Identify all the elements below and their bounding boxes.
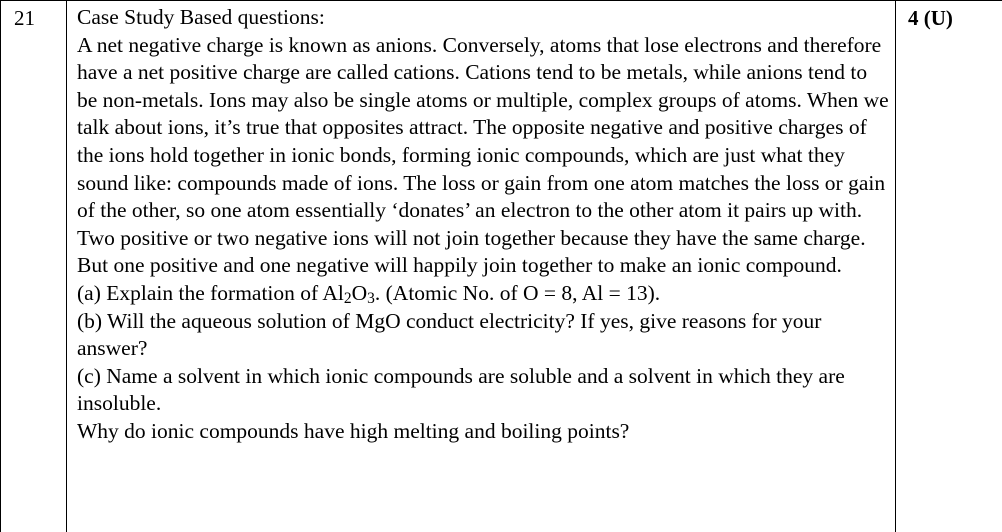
- sub-question-a: [77, 280, 889, 308]
- question-heading: Case Study Based questions:: [77, 5, 325, 29]
- marks-cell: [896, 1, 1002, 532]
- subscript-al: 2: [343, 289, 352, 307]
- marks-label: 4 (U): [908, 6, 953, 30]
- sub-question-d: Why do ionic compounds have high melting and boiling points?: [77, 418, 630, 443]
- question-number: 21: [14, 6, 35, 30]
- subscript-o: 3: [367, 289, 375, 307]
- question-body-cell: [67, 1, 896, 532]
- question-number-cell: [1, 1, 67, 532]
- sub-question-a-mid: O: [351, 280, 368, 305]
- question-row: [1, 1, 1002, 532]
- question-body: [67, 1, 895, 446]
- case-study-passage: A net negative charge is known as anions. Conversely, atoms that lose electrons and therefore have a net positive charge are called cations. Cations tend to be metals, while anions tend to be non-metals. Ions may also be single atoms or multiple, complex groups of atoms. When we talk about ions, it’s true that opposites attract. The opposite negative and positive charges of the ions hold together in ionic bonds, forming ionic compounds, which are just what they sound like: compounds made of ions. The loss or gain from one atom matches the loss or gain of the other, so one atom essentially ‘donates’ an electron to the other atom it pairs up with. Two positive or two negative ions will not join together because they have the same charge. But one positive and one negative will happily join together to make an ionic compound.: [77, 32, 889, 278]
- sub-question-b: (b) Will the aqueous solution of MgO conduct electricity? If yes, give reasons for your answer?: [77, 308, 822, 361]
- sub-question-a-suffix: . (Atomic No. of O = 8, Al = 13).: [374, 280, 661, 305]
- sub-question-c: (c) Name a solvent in which ionic compounds are soluble and a solvent in which they are insoluble.: [77, 363, 845, 416]
- sub-question-a-prefix: (a) Explain the formation of Al: [77, 280, 344, 305]
